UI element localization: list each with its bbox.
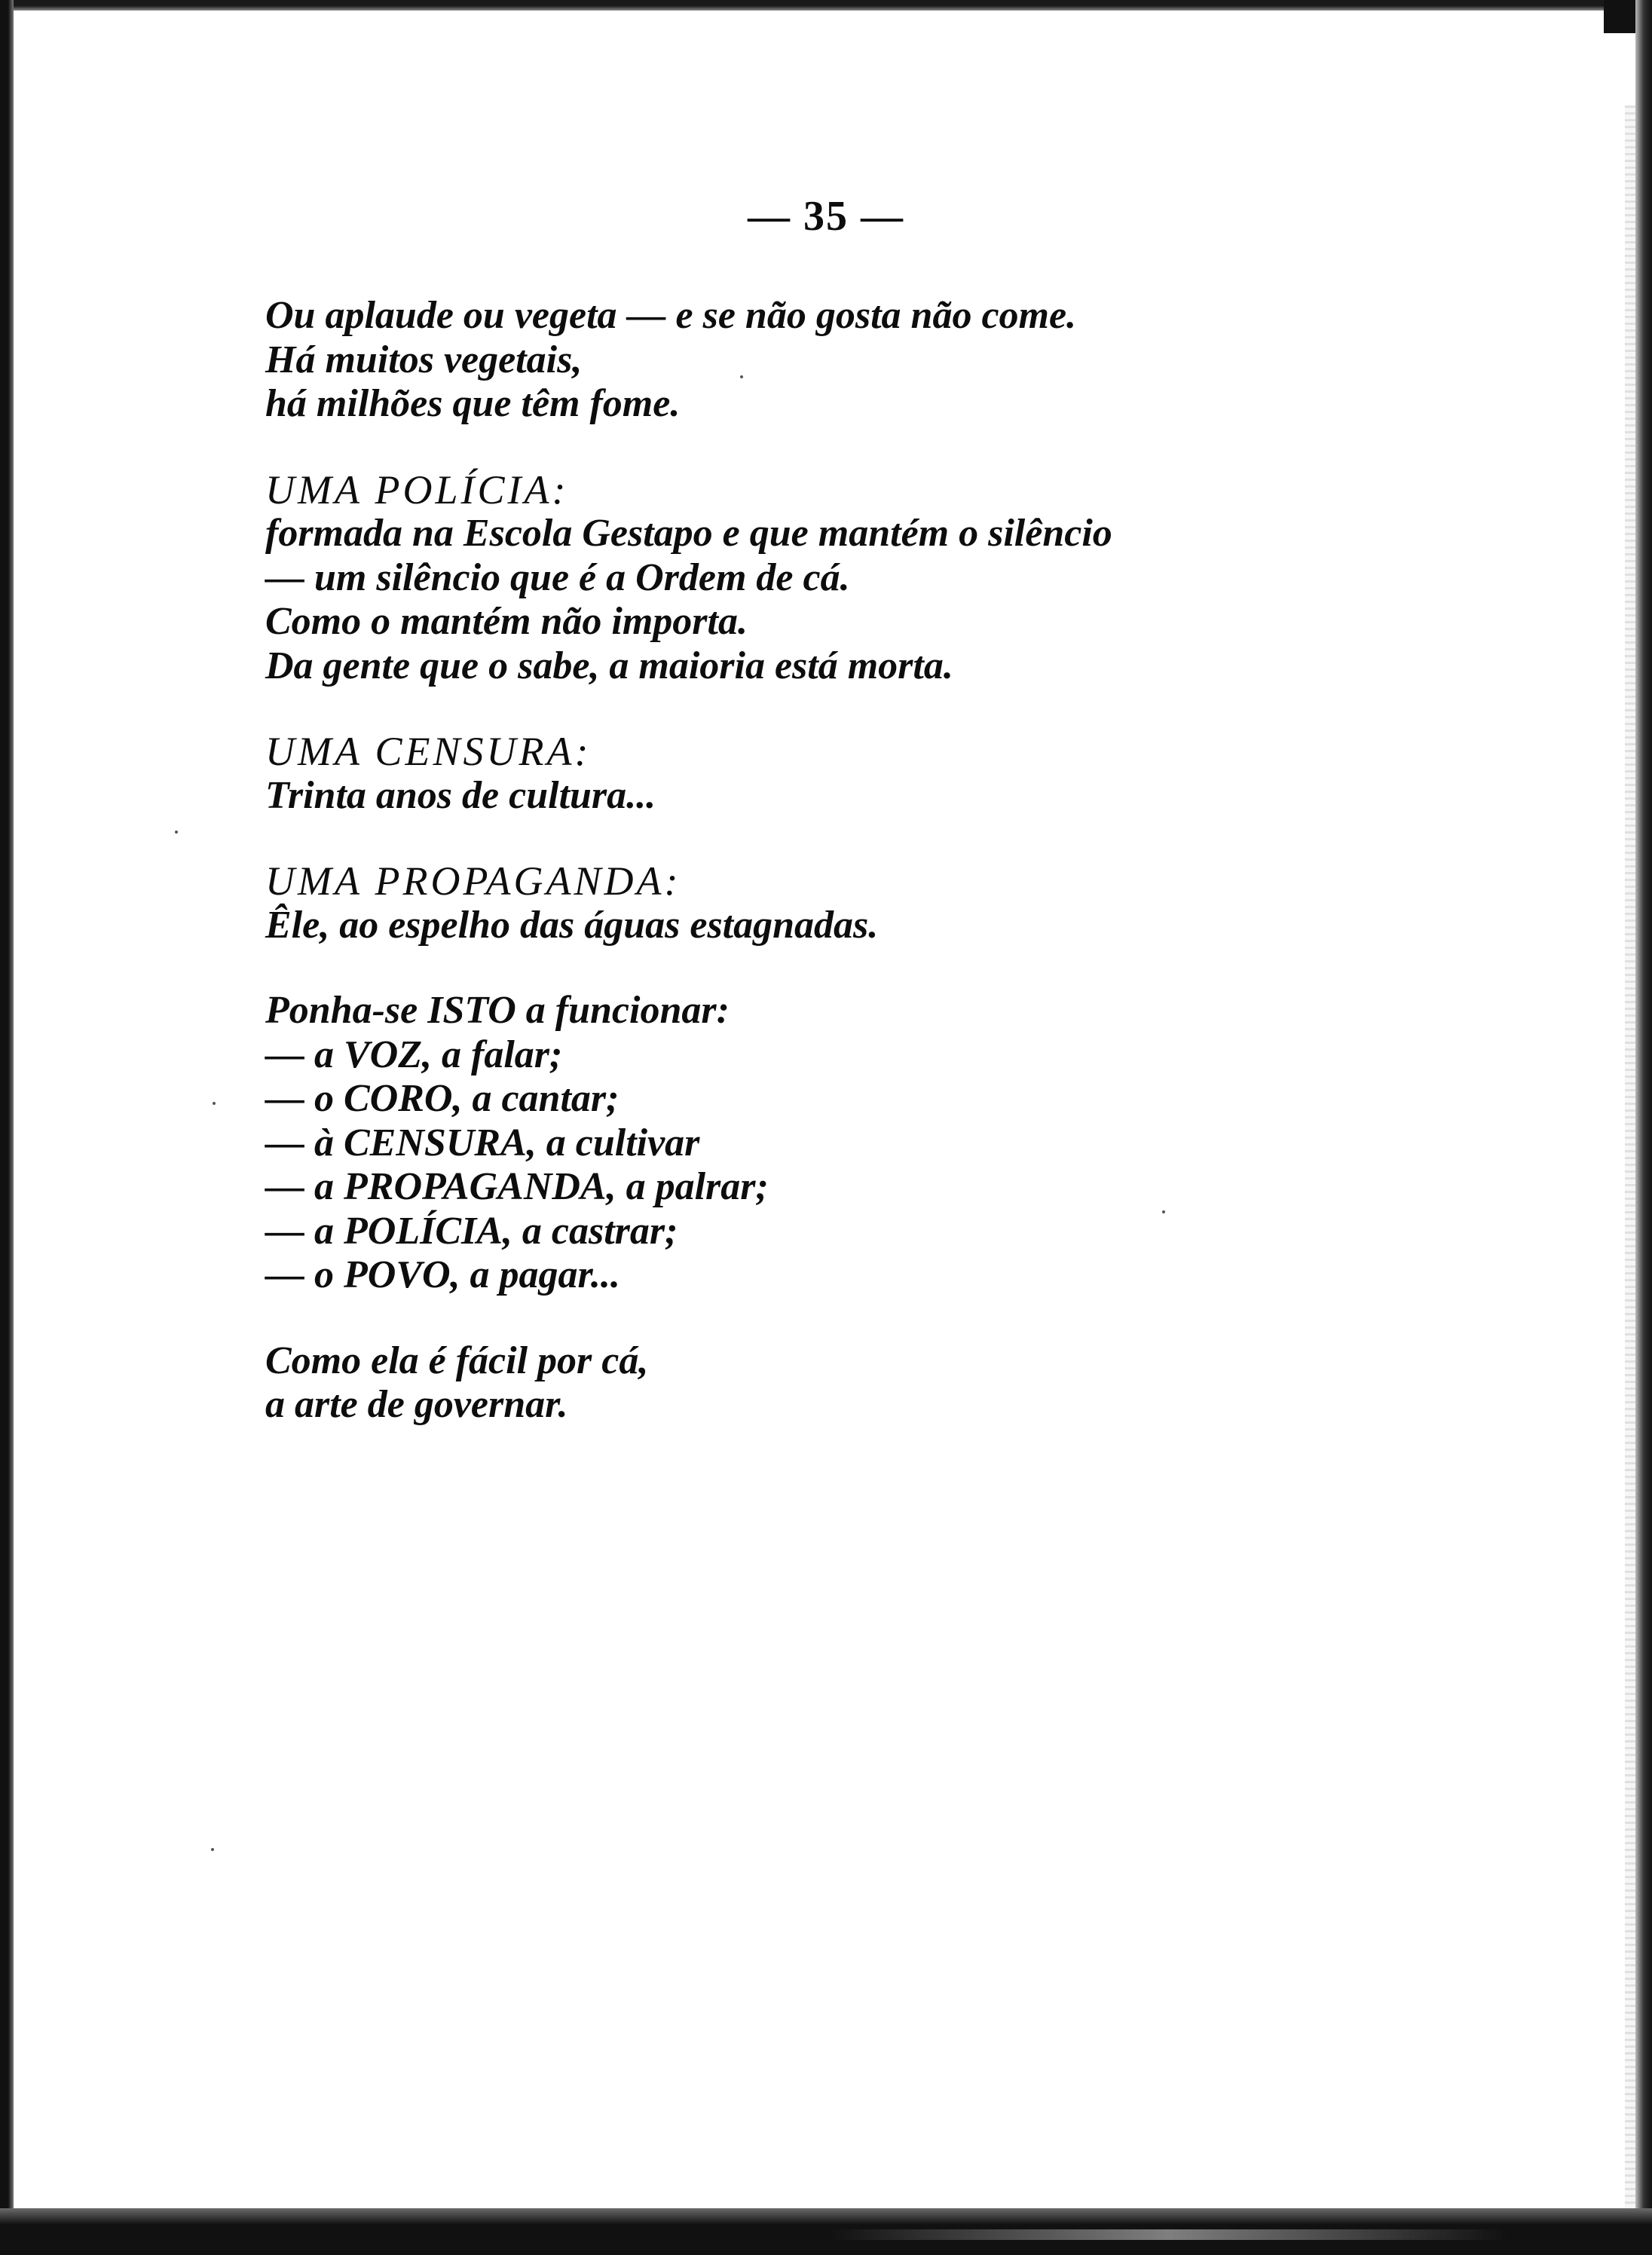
poem-line: — a VOZ, a falar; xyxy=(265,1033,563,1076)
stanza-heading: UMA PROPAGANDA: xyxy=(265,858,681,904)
poem-line: — um silêncio que é a Ordem de cá. xyxy=(265,555,850,599)
poem-line: Como ela é fácil por cá, xyxy=(265,1339,649,1382)
poem-line: — o POVO, a pagar... xyxy=(265,1253,620,1296)
poem-line: Ponha-se ISTO a funcionar: xyxy=(265,989,730,1032)
poem-line: a arte de governar. xyxy=(265,1383,568,1426)
stanza-policia xyxy=(265,468,1546,689)
scan-speck xyxy=(211,1848,214,1851)
scan-edge-highlight xyxy=(829,2229,1507,2240)
stanza-funcionar xyxy=(265,989,1546,1298)
poem-line: — o CORO, a cantar; xyxy=(265,1077,620,1120)
scan-edge-left xyxy=(0,0,14,2255)
stanza-closing xyxy=(265,1339,1546,1427)
stanza-propaganda xyxy=(265,859,1546,947)
stanza-heading: UMA CENSURA: xyxy=(265,729,592,774)
poem-line: Como o mantém não importa. xyxy=(265,600,748,643)
poem-line: — a POLÍCIA, a castrar; xyxy=(265,1209,678,1253)
poem xyxy=(265,294,1546,1469)
poem-line: Trinta anos de cultura... xyxy=(265,773,656,817)
scan-edge-top xyxy=(0,0,1652,11)
poem-line: — à CENSURA, a cultivar xyxy=(265,1121,700,1164)
scan-speck xyxy=(175,831,178,834)
stanza-censura xyxy=(265,730,1546,818)
poem-line: Da gente que o sabe, a maioria está morta. xyxy=(265,644,953,687)
page-edge-shadow xyxy=(1625,106,1635,2216)
scan-edge-right xyxy=(1635,0,1652,2255)
poem-line: Há muitos vegetais, xyxy=(265,338,583,381)
scan-edge-bottom xyxy=(0,2208,1652,2255)
poem-line: — a PROPAGANDA, a palrar; xyxy=(265,1165,769,1208)
poem-line: há milhões que têm fome. xyxy=(265,382,681,425)
scan-speck xyxy=(213,1102,216,1105)
scan-corner xyxy=(1604,0,1652,33)
stanza-opening xyxy=(265,294,1546,427)
poem-line: Ou aplaude ou vegeta — e se não gosta não come. xyxy=(265,294,1077,337)
page-number: — 35 — xyxy=(748,193,904,240)
poem-line: formada na Escola Gestapo e que mantém o silêncio xyxy=(265,512,1112,555)
poem-line: Êle, ao espelho das águas estagnadas. xyxy=(265,903,879,947)
stanza-heading: UMA POLÍCIA: xyxy=(265,467,569,512)
